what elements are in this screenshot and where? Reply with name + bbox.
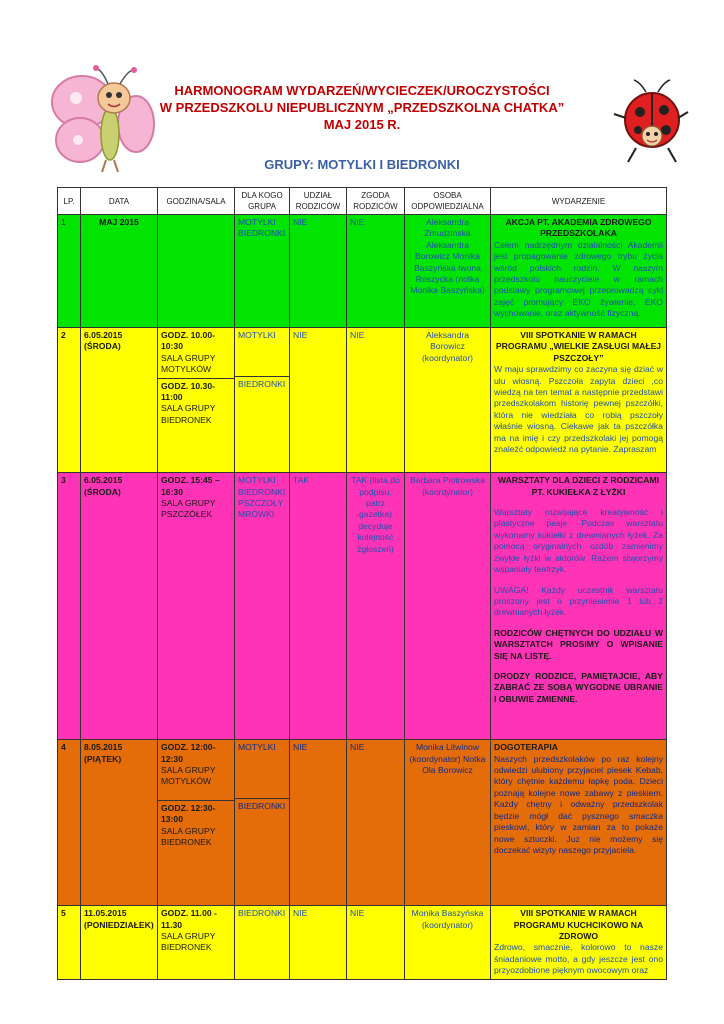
table-row — [58, 328, 667, 473]
cell-lp: 5 — [58, 906, 81, 979]
cell-group — [235, 328, 290, 473]
session-1-room: SALA GRUPY PSZCZÓŁEK — [161, 498, 216, 520]
page-title — [150, 82, 574, 133]
cell-responsible-person: Aleksandra Borowicz (koordynator) — [405, 328, 491, 473]
session-1-room: SALA GRUPY MOTYLKÓW — [161, 352, 216, 375]
cell-parents-participation: NIE — [290, 906, 347, 979]
cell-time-room — [158, 906, 235, 979]
cell-lp: 1 — [58, 215, 81, 328]
event-title: VIII SPOTKANIE W RAMACH PROGRAMU KUCHCIKOWO NA ZDROWO — [513, 908, 644, 942]
session-1-group: MOTYLKI — [238, 330, 276, 340]
cell-event — [491, 740, 667, 906]
session-1-time: GODZ. 10.00-10:30 — [161, 330, 215, 352]
table-row — [58, 215, 667, 328]
cell-time-room — [158, 473, 235, 740]
session-2-group: BIEDRONKI — [238, 379, 286, 389]
col-header-date: DATA — [81, 188, 158, 215]
col-header-group: DLA KOGO GRUPA — [235, 188, 290, 215]
session-2-room: SALA GRUPY BIEDRONEK — [161, 403, 216, 425]
cell-responsible-person: Aleksandra Zmudzińska Aleksandra Borowicz Monika Baszyńska Iwona Roszycka (notka Monika Baszyńska) — [405, 215, 491, 328]
session-1-time: GODZ. 12:00-12:30 — [161, 742, 216, 764]
session-2-group: BIEDRONKI — [238, 801, 286, 812]
session-2-time: GODZ. 12:30-13:00 — [161, 802, 216, 825]
cell-parents-participation: NIE — [290, 215, 347, 328]
cell-time-room — [158, 328, 235, 473]
event-text: Zdrowo, smacznie, kolorowo to nasze śniadaniowe motto, a gdy jeszcze jest ono przyozdobione pięknym owocowym oraz — [494, 942, 663, 976]
session-1-room: SALA GRUPY MOTYLKÓW — [161, 765, 216, 787]
col-header-parents-consent: ZGODA RODZICÓW — [347, 188, 405, 215]
table-header-row — [58, 188, 667, 215]
cell-parents-participation: NIE — [290, 328, 347, 473]
table-row — [58, 740, 667, 906]
event-title: VIII SPOTKANIE W RAMACH PROGRAMU „WIELKIE ZASŁUGI MAŁEJ PSZCZOŁY” — [495, 330, 662, 363]
title-line-1: HARMONOGRAM WYDARZEŃ/WYCIECZEK/UROCZYSTOŚCI — [174, 83, 550, 98]
session-1-group: MOTYLKI — [238, 742, 276, 753]
butterfly-illustration — [48, 62, 158, 177]
cell-event — [491, 215, 667, 328]
session-1-time: GODZ. 11.00 - 11.30 — [161, 908, 217, 930]
col-header-time-room: GODZINA/SALA — [158, 188, 235, 215]
cell-date: 6.05.2015 (ŚRODA) — [81, 473, 158, 740]
event-text: Naszych przedszkolaków po raz kolejny odwiedzi ulubiony przyjaciel piesek Kebab, który chętnie każdemu łapkę poda. Dzieci poznają kolejne nowe zabawy z pieskiem. Każdy chętny i odważny przedszkolak będzie mógł dać pysznego smaczka pieskowi, który w zamian za to pokaże nowe sztuczki. Juz nie możemy się doczekać wizyty naszego przyjaciela. — [494, 753, 663, 855]
event-text: Warsztaty rozwijające kreatywność i plastyczne pasje. Podczas warsztatu wykonamy kukiełki z drewnianych łyżek. Za pomocą oryginalnych ozdób zamienimy zwykłe łyżki w aktorów. Razem stworzymy wspaniały teatrzyk. — [494, 507, 663, 575]
title-line-2: W PRZEDSZKOLU NIEPUBLICZNYM „PRZEDSZKOLNA CHATKA” — [159, 100, 565, 115]
event-signup-notice: RODZICÓW CHĘTNYCH DO UDZIAŁU W WARSZTATCH PROSIMY O WPISANIE SIĘ NA LISTĘ. — [494, 627, 663, 661]
col-header-event: WYDARZENIE — [491, 188, 667, 215]
session-2-time: GODZ. 10.30-11:00 — [161, 380, 215, 403]
page-subtitle: GRUPY: MOTYLKI I BIEDRONKI — [264, 157, 460, 172]
event-text: Celem nadrzędnym działalności Akademii jest propagowanie zdrowego trybu życia wśród polskich rodzin. W naszym przedszkolu nauczyciele w ramach podstawy programowej przeprowadzą cykl zajęć promujący EKO żywienie, EKO wychowanie, oraz aktywność fizyczną. — [494, 239, 663, 319]
cell-group: MOTYLKI BIEDRONKI — [235, 215, 290, 328]
cell-lp: 3 — [58, 473, 81, 740]
cell-group: BIEDRONKI — [235, 906, 290, 979]
schedule-table — [57, 187, 667, 980]
cell-responsible-person: Barbara Piotrowska (koordynator) — [405, 473, 491, 740]
col-header-parents-participation: UDZIAŁ RODZICÓW — [290, 188, 347, 215]
cell-parents-consent: TAK (lista do podpisu, patrz gazetka) decyduje kolejność zgłoszeń) — [347, 473, 405, 740]
event-reminder: DRODZY RODZICE, PAMIĘTAJCIE, ABY ZABRAĆ ZE SOBĄ WYGODNE UBRANIE I OBUWIE ZMIENNE. — [494, 670, 663, 704]
table-row — [58, 906, 667, 979]
cell-parents-consent: NIE — [347, 328, 405, 473]
cell-responsible-person: Monika Baszyńska (koordynator) — [405, 906, 491, 979]
session-1-room: SALA GRUPY BIEDRONEK — [161, 931, 216, 953]
cell-parents-consent: NIE — [347, 215, 405, 328]
event-title: WARSZTATY DLA DZIECI Z RODZICAMI PT. KUKIEŁKA Z ŁYŻKI — [497, 475, 660, 497]
document-header — [0, 0, 724, 190]
event-text: W maju sprawdzimy co zaczyna się dziać w ulu wiosną. Pszczoła zapyta dzieci ,co wiedzą na ten temat a następnie przedstawi przedszkolakom historię pewnej pszczółki, która nie wiedziała co robią pszczoły właśnie wiosną. Ciekawe jak ta pszczółka ma na imię i czy przedszkolaki jej pomogą znaleźć odpowiedź na pytanie. Zapraszam — [494, 364, 663, 455]
cell-parents-consent: NIE — [347, 740, 405, 906]
cell-event — [491, 328, 667, 473]
title-line-3: MAJ 2015 R. — [323, 117, 401, 132]
col-header-responsible-person: OSOBA ODPOWIEDZIALNA — [405, 188, 491, 215]
cell-lp: 2 — [58, 328, 81, 473]
table-row — [58, 473, 667, 740]
cell-event — [491, 473, 667, 740]
cell-date: 11.05.2015 (PONIEDZIAŁEK) — [81, 906, 158, 979]
cell-responsible-person: Monika Litwinow (koordynator) Notka Ola Borowicz — [405, 740, 491, 906]
cell-parents-participation: NIE — [290, 740, 347, 906]
event-note: UWAGA! Każdy uczestnik warsztatu proszony jest o przyniesienie 1 lub 2 drewnianych łyżek. — [494, 584, 663, 618]
cell-lp: 4 — [58, 740, 81, 906]
ladybug-illustration — [612, 78, 690, 166]
cell-parents-consent: NIE — [347, 906, 405, 979]
session-2-room: SALA GRUPY BIEDRONEK — [161, 825, 216, 848]
cell-event — [491, 906, 667, 979]
col-header-lp: LP. — [58, 188, 81, 215]
cell-date: 8.05.2015 (PIĄTEK) — [81, 740, 158, 906]
cell-time-room — [158, 740, 235, 906]
cell-date: 6.05.2015 (ŚRODA) — [81, 328, 158, 473]
session-1-time: GODZ. 15:45 – 16:30 — [161, 475, 220, 497]
cell-time-room — [158, 215, 235, 328]
cell-group: MOTYLKI BIEDRONKI PSZCZOŁY MRÓWKI — [235, 473, 290, 740]
cell-group — [235, 740, 290, 906]
event-title: AKCJA PT. AKADEMIA ZDROWEGO PRZEDSZKOLAKA — [505, 217, 652, 239]
cell-parents-participation: TAK — [290, 473, 347, 740]
cell-date: MAJ 2015 — [81, 215, 158, 328]
event-title: DOGOTERAPIA — [494, 742, 558, 753]
